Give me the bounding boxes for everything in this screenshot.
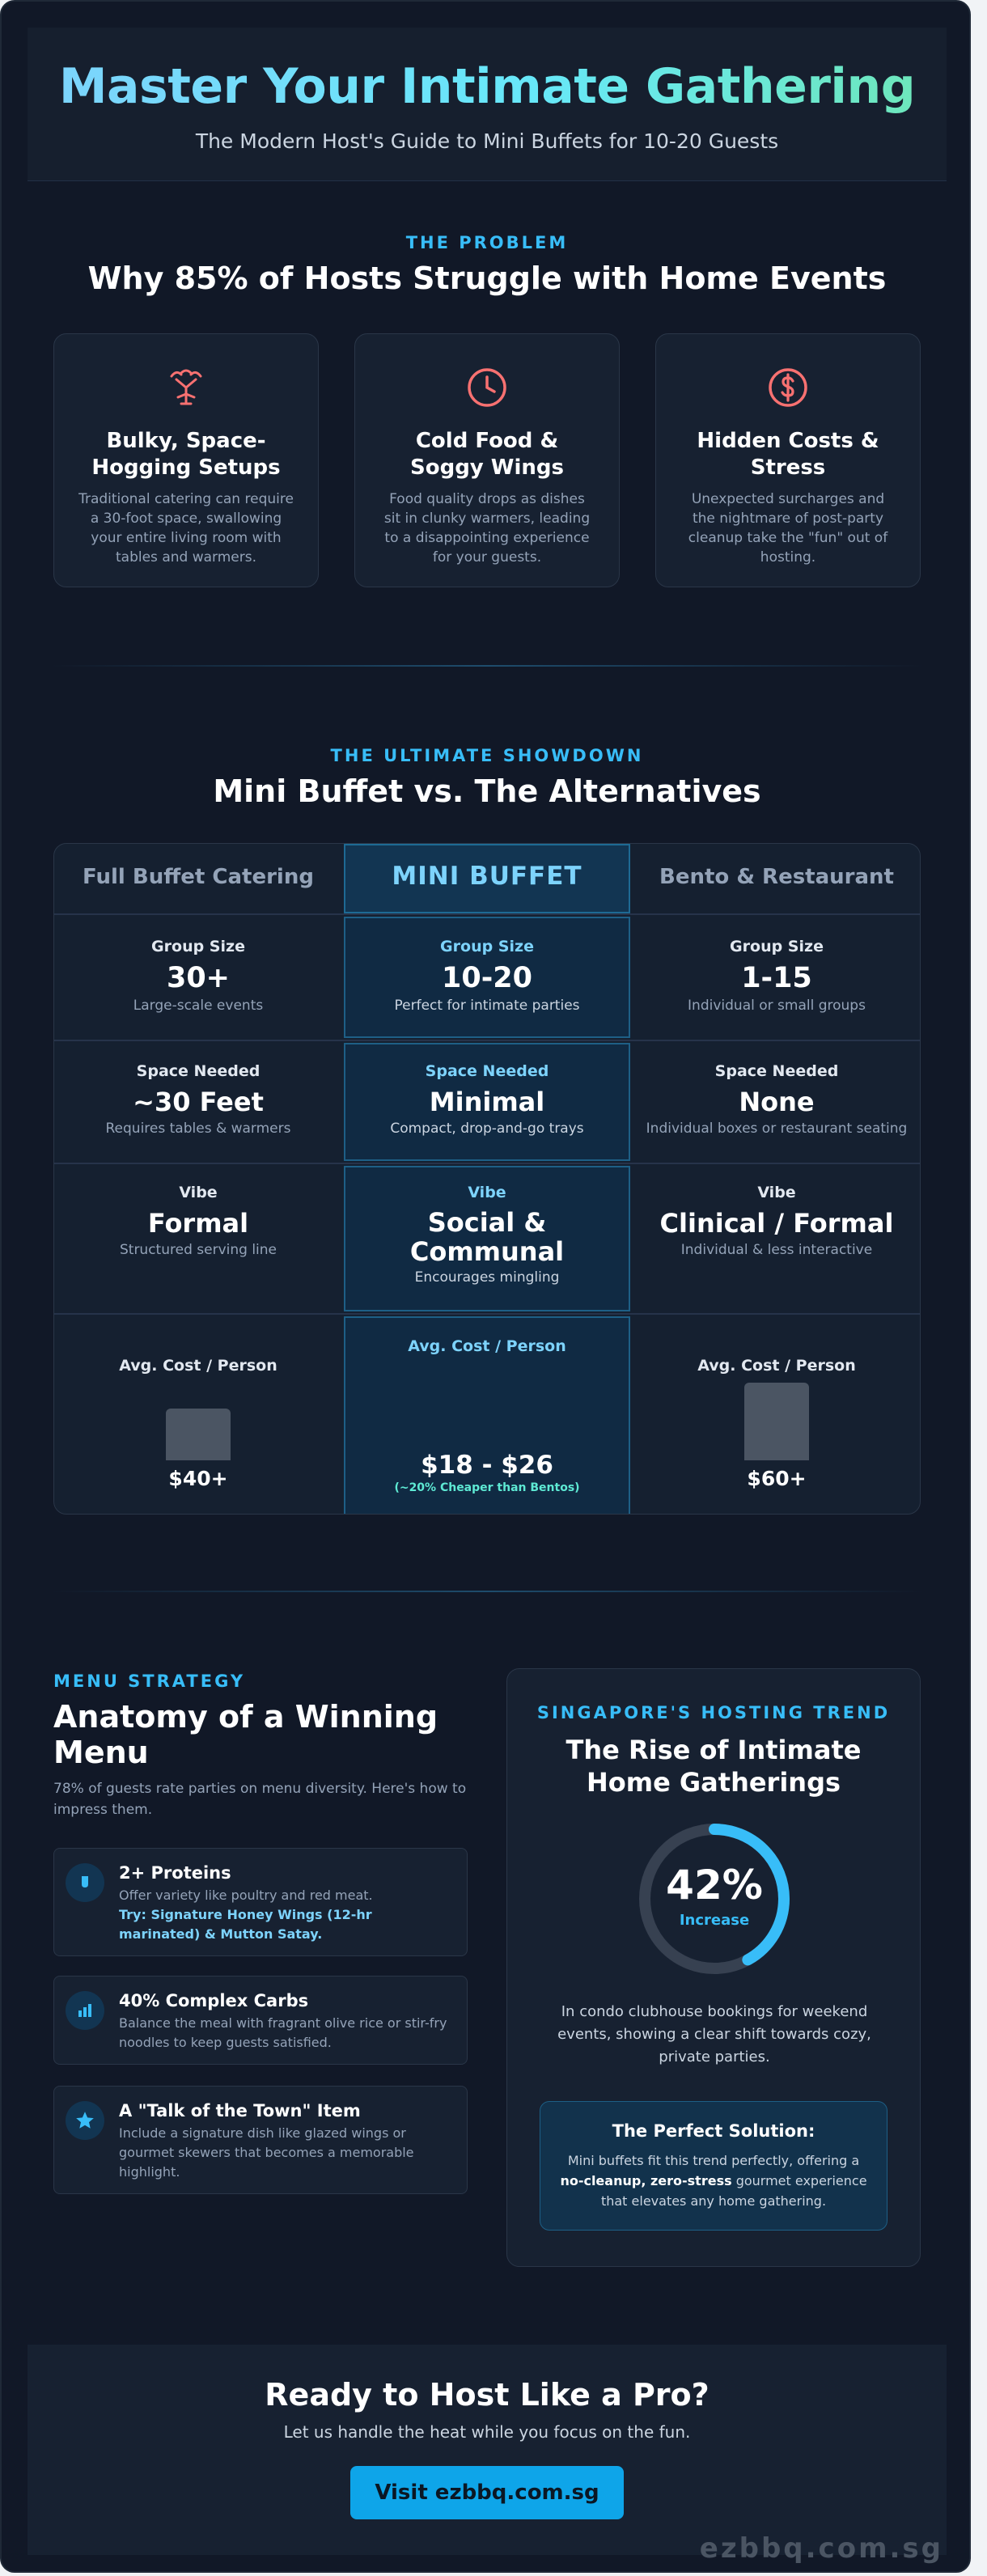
problem-header [2, 233, 971, 296]
cost-savings-note: (~20% Cheaper than Bentos) [394, 1481, 580, 1494]
solution-text-bold: no-cleanup, zero-stress [560, 2173, 732, 2188]
cell-note: Individual boxes or restaurant seating [646, 1121, 908, 1137]
column-header-full-buffet: Full Buffet Catering [83, 865, 314, 889]
cost-bar-full-buffet [166, 1409, 231, 1460]
cell-note: Encourages mingling [414, 1269, 560, 1286]
drumstick-icon [66, 1863, 104, 1902]
page-title: Master Your Intimate Gathering [28, 58, 947, 115]
problem-card [655, 333, 921, 587]
cell-group-size-full [54, 938, 342, 1014]
column-header-mini-buffet: MINI BUFFET [392, 862, 582, 891]
cell-label: Avg. Cost / Person [408, 1337, 566, 1355]
cell-label: Space Needed [714, 1062, 839, 1080]
trend-percent: 42% [666, 1862, 763, 1909]
problem-title: Why 85% of Hosts Struggle with Home Events [87, 261, 887, 296]
clock-icon [464, 365, 510, 410]
cell-label: Vibe [468, 1184, 506, 1201]
menu-title: Anatomy of a Winning Menu [53, 1699, 438, 1770]
solution-text-post: gourmet experience that elevates any home gathering. [600, 2173, 867, 2209]
cell-vibe-bento [632, 1184, 921, 1258]
cell-vibe-full [54, 1184, 342, 1258]
cta-section [28, 2345, 947, 2555]
cell-value: Social & Communal [409, 1207, 565, 1267]
solution-text [556, 2150, 871, 2211]
menu-intro: 78% of guests rate parties on menu diversity. Here's how to impress them. [53, 1781, 467, 1818]
menu-item [53, 1976, 468, 2065]
cell-note: Compact, drop-and-go trays [390, 1121, 584, 1137]
row-divider [54, 1163, 921, 1164]
solution-box [540, 2101, 887, 2231]
cell-value: 1-15 [741, 962, 812, 994]
cell-label: Group Size [730, 938, 824, 955]
visit-website-button[interactable]: Visit ezbbq.com.sg [350, 2466, 624, 2519]
cell-note: Individual or small groups [688, 998, 866, 1014]
menu-header [53, 1671, 474, 1820]
card-text: Traditional catering can require a 30-foot space, swallowing your entire living room with tables and warmers. [78, 491, 294, 566]
cell-label: Vibe [179, 1184, 218, 1201]
menu-item-text [119, 1886, 455, 1944]
menu-item-text: Include a signature dish like glazed wings or gourmet skewers that becomes a memorable highlight. [119, 2125, 414, 2180]
cell-value: None [739, 1087, 815, 1117]
menu-item-title: 40% Complex Carbs [119, 1991, 309, 2010]
cell-value: 30+ [166, 962, 231, 994]
menu-item-text: Balance the meal with fragrant olive rice or stir-fry noodles to keep guests satisfied. [119, 2015, 447, 2050]
row-divider [54, 913, 921, 915]
cell-cost-label-bento [632, 1357, 921, 1375]
cell-note: Structured serving line [119, 1242, 277, 1258]
cost-bar-bento [744, 1383, 809, 1460]
trend-card [506, 1668, 921, 2267]
showdown-eyebrow: THE ULTIMATE SHOWDOWN [330, 746, 644, 765]
cta-subtitle: Let us handle the heat while you focus on the fun. [283, 2422, 691, 2442]
cell-value: Minimal [429, 1087, 545, 1117]
dollar-icon [765, 365, 811, 410]
trend-donut [635, 1820, 794, 1978]
card-text: Food quality drops as dishes sit in clunky warmers, leading to a disappointing experience for your guests. [383, 491, 591, 566]
solution-text-pre: Mini buffets fit this trend perfectly, offering a [567, 2153, 860, 2168]
solution-title: The Perfect Solution: [612, 2121, 815, 2141]
cell-note: Requires tables & warmers [105, 1121, 291, 1137]
card-title: Hidden Costs & Stress [697, 429, 879, 480]
cell-label: Avg. Cost / Person [119, 1357, 277, 1375]
cell-space-bento [632, 1062, 921, 1137]
cell-label: Vibe [757, 1184, 796, 1201]
cost-value-mini: $18 - $26 [421, 1451, 553, 1480]
cell-label: Group Size [440, 938, 534, 955]
page-subtitle: The Modern Host's Guide to Mini Buffets for 10-20 Guests [195, 129, 779, 153]
menu-item-title: A "Talk of the Town" Item [119, 2101, 361, 2121]
trend-eyebrow: SINGAPORE'S HOSTING TREND [536, 1703, 891, 1722]
trend-title: The Rise of Intimate Home Gatherings [566, 1735, 862, 1798]
card-title: Cold Food & Soggy Wings [410, 429, 564, 480]
cell-value: 10-20 [442, 962, 532, 994]
menu-item [53, 2086, 468, 2194]
problem-eyebrow: THE PROBLEM [405, 233, 569, 252]
column-header-bento: Bento & Restaurant [659, 865, 894, 889]
tree-icon [163, 365, 209, 410]
cell-label: Avg. Cost / Person [697, 1357, 856, 1375]
bar-chart-icon [66, 1991, 104, 2030]
section-divider [50, 1591, 924, 1592]
cell-label: Space Needed [425, 1062, 549, 1080]
star-icon [66, 2101, 104, 2140]
row-divider [54, 1040, 921, 1041]
cell-label: Group Size [151, 938, 245, 955]
menu-item-highlight: Try: Signature Honey Wings (12-hr marinated) & Mutton Satay. [119, 1907, 372, 1942]
cost-value-full: $40+ [168, 1467, 228, 1490]
menu-item-body: Offer variety like poultry and red meat. [119, 1888, 373, 1903]
cell-space-full [54, 1062, 342, 1137]
cell-cost-label-mini [344, 1337, 630, 1355]
problem-card [53, 333, 319, 587]
row-divider [54, 1313, 921, 1315]
menu-item-title: 2+ Proteins [119, 1863, 231, 1883]
watermark: ezbbq.com.sg [699, 2532, 943, 2565]
menu-eyebrow: MENU STRATEGY [53, 1671, 246, 1691]
showdown-header [2, 746, 971, 809]
card-text: Unexpected surcharges and the nightmare of post-party cleanup take the "fun" out of hosting. [688, 491, 888, 566]
trend-percent-caption: Increase [679, 1912, 750, 1929]
cell-note: Individual & less interactive [680, 1242, 873, 1258]
cell-cost-label-full [54, 1357, 342, 1375]
comparison-table [53, 843, 921, 1515]
cell-group-size-mini [344, 938, 630, 1014]
cost-value-bento: $60+ [747, 1467, 807, 1490]
section-divider [50, 665, 924, 667]
cell-note: Perfect for intimate parties [394, 998, 580, 1014]
card-title: Bulky, Space-Hogging Setups [91, 429, 281, 480]
cell-value: ~30 Feet [133, 1087, 264, 1117]
trend-text: In condo clubhouse bookings for weekend events, showing a clear shift towards cozy, private parties. [557, 2003, 871, 2065]
cell-note: Large-scale events [133, 998, 264, 1014]
cell-group-size-bento [632, 938, 921, 1014]
hero-banner [28, 28, 947, 181]
cell-space-mini [344, 1062, 630, 1137]
cta-title: Ready to Host Like a Pro? [265, 2377, 710, 2413]
cell-value: Formal [147, 1208, 249, 1239]
showdown-title: Mini Buffet vs. The Alternatives [213, 773, 761, 809]
cell-value: Clinical / Formal [659, 1208, 894, 1239]
problem-card [354, 333, 620, 587]
cell-label: Space Needed [136, 1062, 261, 1080]
menu-item [53, 1848, 468, 1956]
cell-vibe-mini [360, 1184, 614, 1286]
